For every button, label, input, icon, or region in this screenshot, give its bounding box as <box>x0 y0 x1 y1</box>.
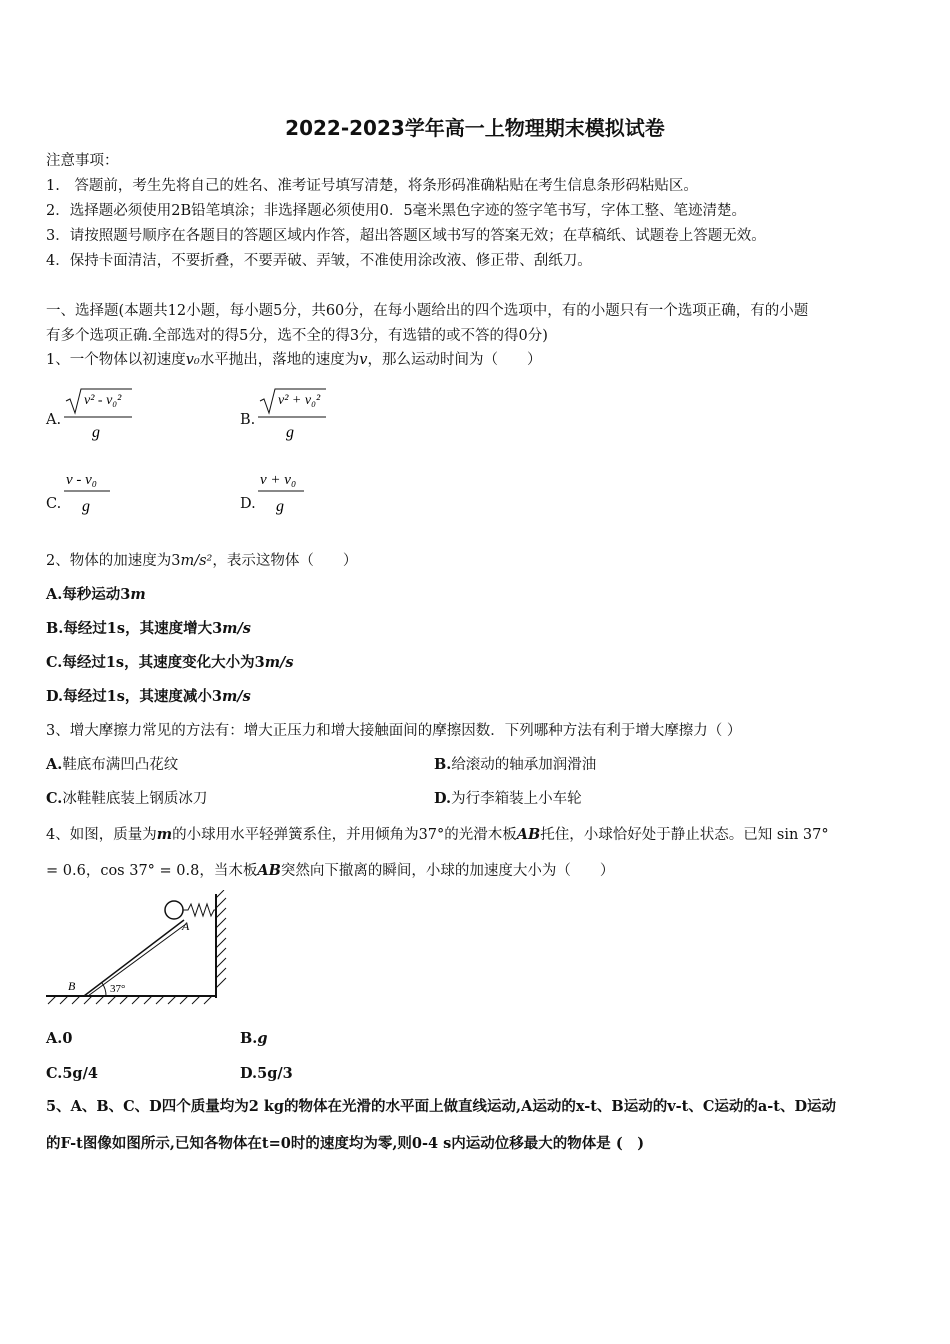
note-item-2: 2．选择题必须使用2B铅笔填涂；非选择题必须使用0．5毫米黑色字迹的签字笔书写，字体工整、笔迹清楚。 <box>46 203 747 219</box>
q2-option-b[interactable]: B.每经过1s，其速度增大3m/s <box>46 620 251 637</box>
q1-option-a-formula[interactable] <box>62 385 142 447</box>
notes-heading: 注意事项： <box>46 153 119 169</box>
q4-stem-line2: = 0.6，cos 37° = 0.8，当木板AB突然向下撤离的瞬间，小球的加速度大小为（ ） <box>46 862 615 879</box>
q3-stem: 3、增大摩擦力常见的方法有：增大正压力和增大接触面间的摩擦因数．下列哪种方法有利于增大摩擦力（ ） <box>46 723 742 739</box>
q1-option-d-numerator: v + v₀ <box>260 472 297 488</box>
q1-option-c-denominator: g <box>82 498 90 515</box>
q5-stem-line1: 5、A、B、C、D四个质量均为2 kg的物体在光滑的水平面上做直线运动,A运动的x-t、B运动的v-t、C运动的a-t、D运动 <box>46 1098 837 1115</box>
q4-option-c[interactable]: C.5g/4 <box>46 1065 98 1082</box>
note-item-4: 4．保持卡面清洁，不要折叠，不要弄破、弄皱，不准使用涂改液、修正带、刮纸刀。 <box>46 253 592 269</box>
q3-option-b[interactable]: B.给滚动的轴承加润滑油 <box>434 756 597 773</box>
section1-line1: 一、选择题(本题共12小题，每小题5分，共60分，在每小题给出的四个选项中，有的小题只有一个选项正确，有的小题 <box>46 303 809 319</box>
ball <box>165 901 183 919</box>
q1-option-c-label[interactable]: C. <box>46 496 62 512</box>
section1-line2: 有多个选项正确.全部选对的得5分，选不全的得3分，有选错的或不答的得0分) <box>46 328 548 344</box>
q5-stem-line2: 的F-t图像如图所示,已知各物体在t=0时的速度均为零,则0-4 s内运动位移最大的物体是 ( ) <box>46 1135 645 1152</box>
q3-option-d[interactable]: D.为行李箱装上小车轮 <box>434 790 582 807</box>
q3-option-c[interactable]: C.冰鞋鞋底装上钢质冰刀 <box>46 790 208 807</box>
q2-option-a[interactable]: A.每秒运动3m <box>46 586 146 603</box>
q1-option-a-numerator: v² - v₀² <box>84 393 122 408</box>
q4-option-b[interactable]: B.g <box>240 1030 268 1047</box>
q1-option-b-label[interactable]: B. <box>240 412 256 428</box>
incline-board-edge <box>88 924 186 996</box>
page-title: 2022-2023学年高一上物理期末模拟试卷 <box>285 116 665 140</box>
q4-option-d[interactable]: D.5g/3 <box>240 1065 293 1082</box>
label-a: A <box>182 919 190 933</box>
q1-option-c-formula[interactable] <box>62 466 122 520</box>
q2-stem: 2、物体的加速度为3m/s²，表示这物体（ ） <box>46 553 358 569</box>
q1-option-b-formula[interactable] <box>256 385 336 447</box>
q1-option-d-label[interactable]: D. <box>240 496 256 512</box>
ground-hatch <box>48 996 212 1004</box>
q1-option-d-denominator: g <box>276 498 284 515</box>
q4-option-a[interactable]: A.0 <box>46 1030 73 1047</box>
q1-option-a-denominator: g <box>92 424 100 441</box>
spring <box>183 904 216 916</box>
q1-stem: 1、一个物体以初速度v₀水平抛出，落地的速度为v，那么运动时间为（ ） <box>46 352 542 368</box>
label-angle: 37° <box>110 983 126 995</box>
label-b: B <box>68 979 76 993</box>
q1-option-a-label[interactable]: A. <box>46 412 62 428</box>
q1-option-d-formula[interactable] <box>256 466 316 520</box>
q1-option-b-denominator: g <box>286 424 294 441</box>
q2-option-c[interactable]: C.每经过1s，其速度变化大小为3m/s <box>46 654 294 671</box>
q1-option-c-numerator: v - v₀ <box>66 472 98 488</box>
q4-stem-line1: 4、如图，质量为m的小球用水平轻弹簧系住，并用倾角为37°的光滑木板AB托住，小球恰好处于静止状态。已知 sin 37° <box>46 826 829 843</box>
q3-option-a[interactable]: A.鞋底布满凹凸花纹 <box>46 756 179 773</box>
wall-hatch <box>216 890 226 988</box>
q1-option-b-numerator: v² + v₀² <box>278 393 321 408</box>
incline-board <box>84 920 184 996</box>
q2-option-d[interactable]: D.每经过1s，其速度减小3m/s <box>46 688 251 705</box>
note-item-1: 1. 答题前，考生先将自己的姓名、准考证号填写清楚，将条形码准确粘贴在考生信息条形码粘贴区。 <box>46 178 698 194</box>
q4-figure <box>44 890 236 1006</box>
note-item-3: 3．请按照题号顺序在各题目的答题区域内作答，超出答题区域书写的答案无效；在草稿纸、试题卷上答题无效。 <box>46 228 766 244</box>
